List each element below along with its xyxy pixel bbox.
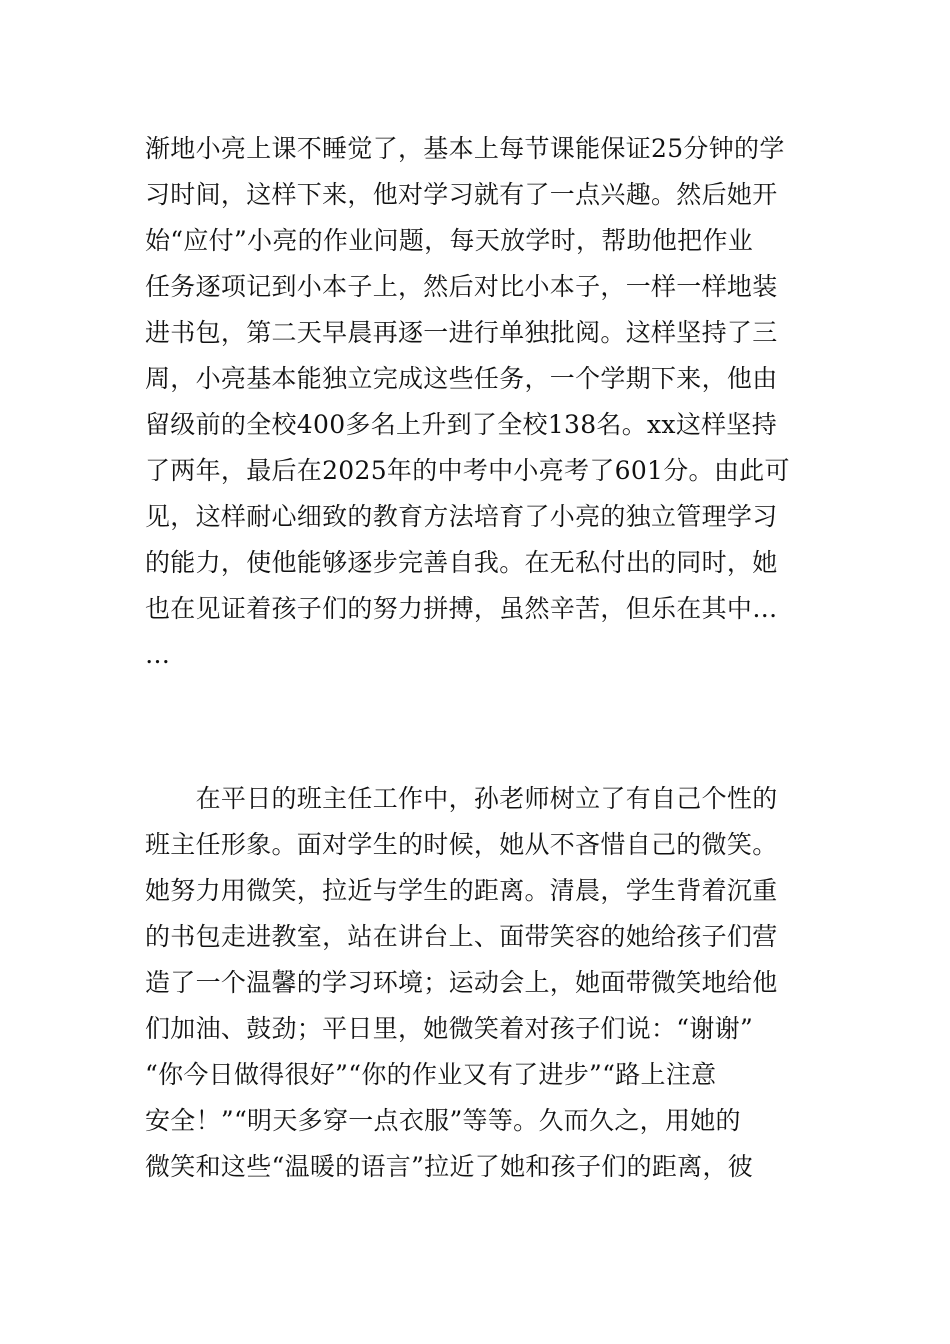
- text-line: …: [145, 640, 171, 669]
- text-line: 见，这样耐心细致的教育方法培育了小亮的独立管理学习: [145, 502, 778, 531]
- text-line: 了两年，最后在2025年的中考中小亮考了601分。由此可: [145, 456, 790, 485]
- text-line: 造了一个温馨的学习环境；运动会上，她面带微笑地给他: [145, 968, 778, 997]
- text-line: 留级前的全校400多名上升到了全校138名。xx这样坚持: [145, 410, 778, 439]
- text-line: 微笑和这些“温暖的语言”拉近了她和孩子们的距离，彼: [145, 1152, 754, 1181]
- text-line: 们加油、鼓劲；平日里，她微笑着对孩子们说：“谢谢”: [145, 1014, 754, 1043]
- text-line: 班主任形象。面对学生的时候，她从不吝惜自己的微笑。: [145, 830, 778, 859]
- text-line: 的能力，使他能够逐步完善自我。在无私付出的同时，她: [145, 548, 778, 577]
- text-line: 渐地小亮上课不睡觉了，基本上每节课能保证25分钟的学: [145, 134, 785, 163]
- text-line: 也在见证着孩子们的努力拼搏，虽然辛苦，但乐在其中…: [145, 594, 778, 623]
- text-line: 她努力用微笑，拉近与学生的距离。清晨，学生背着沉重: [145, 876, 778, 905]
- text-line: 进书包，第二天早晨再逐一进行单独批阅。这样坚持了三: [145, 318, 778, 347]
- text-line: 安全！”“明天多穿一点衣服”等等。久而久之，用她的: [145, 1106, 741, 1135]
- paragraph-2: [145, 776, 815, 1190]
- text-line: 的书包走进教室，站在讲台上、面带笑容的她给孩子们营: [145, 922, 778, 951]
- text-line: 习时间，这样下来，他对学习就有了一点兴趣。然后她开: [145, 180, 778, 209]
- text-line: 始“应付”小亮的作业问题，每天放学时，帮助他把作业: [145, 226, 754, 255]
- text-line: 任务逐项记到小本子上，然后对比小本子，一样一样地装: [145, 272, 778, 301]
- text-line: 在平日的班主任工作中，孙老师树立了有自己个性的: [145, 784, 778, 813]
- paragraph-1: [145, 126, 815, 678]
- text-line: 周，小亮基本能独立完成这些任务，一个学期下来，他由: [145, 364, 778, 393]
- text-line: “你今日做得很好”“你的作业又有了进步”“路上注意: [145, 1060, 717, 1089]
